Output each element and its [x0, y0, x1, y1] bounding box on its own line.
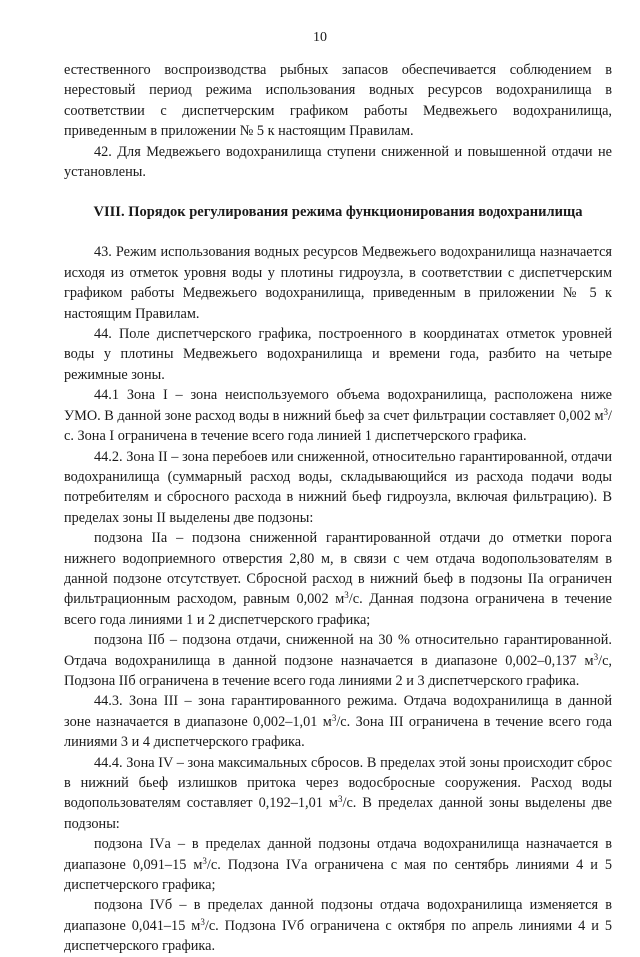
text-part: /с. Подзона IVб ограничена с октября по апрель линиями 4 и 5 диспетчерского графика.	[64, 917, 612, 955]
paragraph-subzone-IVa	[64, 834, 612, 895]
text-part: /с. Зона III ограничена в течение всего года линиями 3 и 4 диспетчерского графика.	[64, 713, 612, 751]
paragraph-continuation: естественного воспроизводства рыбных запасов обеспечивается соблюдением в нерестовый период режима использования водных ресурсов водохранилища в соответствии с диспетчерским графиком работы Медвежьего водохранилища, приведенным в приложении № 5 к настоящим Правилам.	[64, 62, 612, 140]
text-part: подзона IIа – подзона сниженной гарантированной отдачи до отметки порога нижнего водоприемного отверстия 2,80 м, в связи с чем отдача водопользователям в данной подзоне отсутствует. Сбросной расход в нижний бьеф в подзоны IIа ограничен фильтрационным расходом, равным 0,002 м	[64, 530, 612, 608]
text-part: /с, Подзона IIб ограничена в течение всего года линиями 2 и 3 диспетчерского графика.	[64, 652, 612, 689]
superscript: 3	[337, 794, 343, 805]
paragraph-44-3	[64, 691, 612, 752]
text-part: /с. Зона I ограничена в течение всего года линией 1 диспетчерского графика.	[64, 407, 612, 445]
text-part: подзона IVб – в пределах данной подзоны отдача водохранилища изменяется в диапазоне 0,041–15 м	[64, 897, 612, 934]
document-body	[64, 60, 612, 957]
text-part: подзона IIб – подзона отдачи, сниженной на 30 % относительно гарантированной. Отдача водохранилища в данной подзоне назначается в диапазоне 0,002–0,137 м	[64, 632, 612, 669]
paragraph-subzone-IVb	[64, 895, 612, 956]
paragraph-44-1	[64, 385, 612, 446]
paragraph-subzone-IIb	[64, 630, 612, 691]
text-part: 44.4. Зона IV – зона максимальных сбросов. В пределах этой зоны происходит сброс в нижний бьеф излишков притока через водосбросные сооружения. Расход воды водопользователям составляет 0,192–1,01 м	[64, 754, 612, 812]
paragraph-43: 43. Режим использования водных ресурсов Медвежьего водохранилища назначается исходя из отметок уровня воды у плотины гидроузла, в соответствии с диспетчерским графиком работы Медвежьего водохранилища, приведенным в приложении № 5 к настоящим Правилам.	[64, 244, 612, 322]
paragraph-subzone-IIa	[64, 528, 612, 630]
superscript: 3	[202, 855, 207, 866]
text-part: /с. Данная подзона ограничена в течение всего года линиями 1 и 2 диспетчерского графика;	[64, 591, 612, 628]
superscript: 3	[200, 916, 205, 927]
paragraph-44: 44. Поле диспетчерского графика, построенного в координатах отметок уровней воды у плотины Медвежьего водохранилища и времени года, разбито на четыре режимные зоны.	[64, 326, 612, 383]
text-part: 44.1 Зона I – зона неиспользуемого объема водохранилища, расположена ниже УМО. В данной зоне расход воды в нижний бьеф за счет фильтрации составляет 0,002 м	[64, 387, 612, 424]
page-number: 10	[313, 30, 327, 45]
text-part: 44.3. Зона III – зона гарантированного режима. Отдача водохранилища в данной зоне назначается в диапазоне 0,002–1,01 м	[64, 693, 612, 730]
superscript: 3	[331, 712, 337, 723]
text-part: /с. Подзона IVа ограничена с мая по сентябрь линиями 4 и 5 диспетчерского графика;	[64, 856, 612, 894]
text-part: подзона IVа – в пределах данной подзоны отдача водохранилища назначается в диапазоне 0,091–15 м	[64, 836, 612, 873]
superscript: 3	[593, 651, 599, 662]
paragraph-44-4	[64, 753, 612, 835]
section-heading: VIII. Порядок регулирования режима функционирования водохранилища	[93, 204, 583, 221]
superscript: 3	[344, 590, 349, 601]
paragraph-42: 42. Для Медвежьего водохранилища ступени сниженной и повышенной отдачи не установлены.	[64, 143, 612, 181]
superscript: 3	[603, 406, 609, 417]
text-part: /с. В пределах данной зоны выделены две подзоны:	[64, 795, 612, 832]
paragraph-44-2: 44.2. Зона II – зона перебоев или сниженной, относительно гарантированной, отдачи водохранилища (суммарный расход воды, складывающийся из расхода подачи воды потребителям и сбросного расхода в нижний бьеф гидроузла, включая фильтрацию). В пределах зоны II выделены две подзоны:	[64, 448, 612, 526]
